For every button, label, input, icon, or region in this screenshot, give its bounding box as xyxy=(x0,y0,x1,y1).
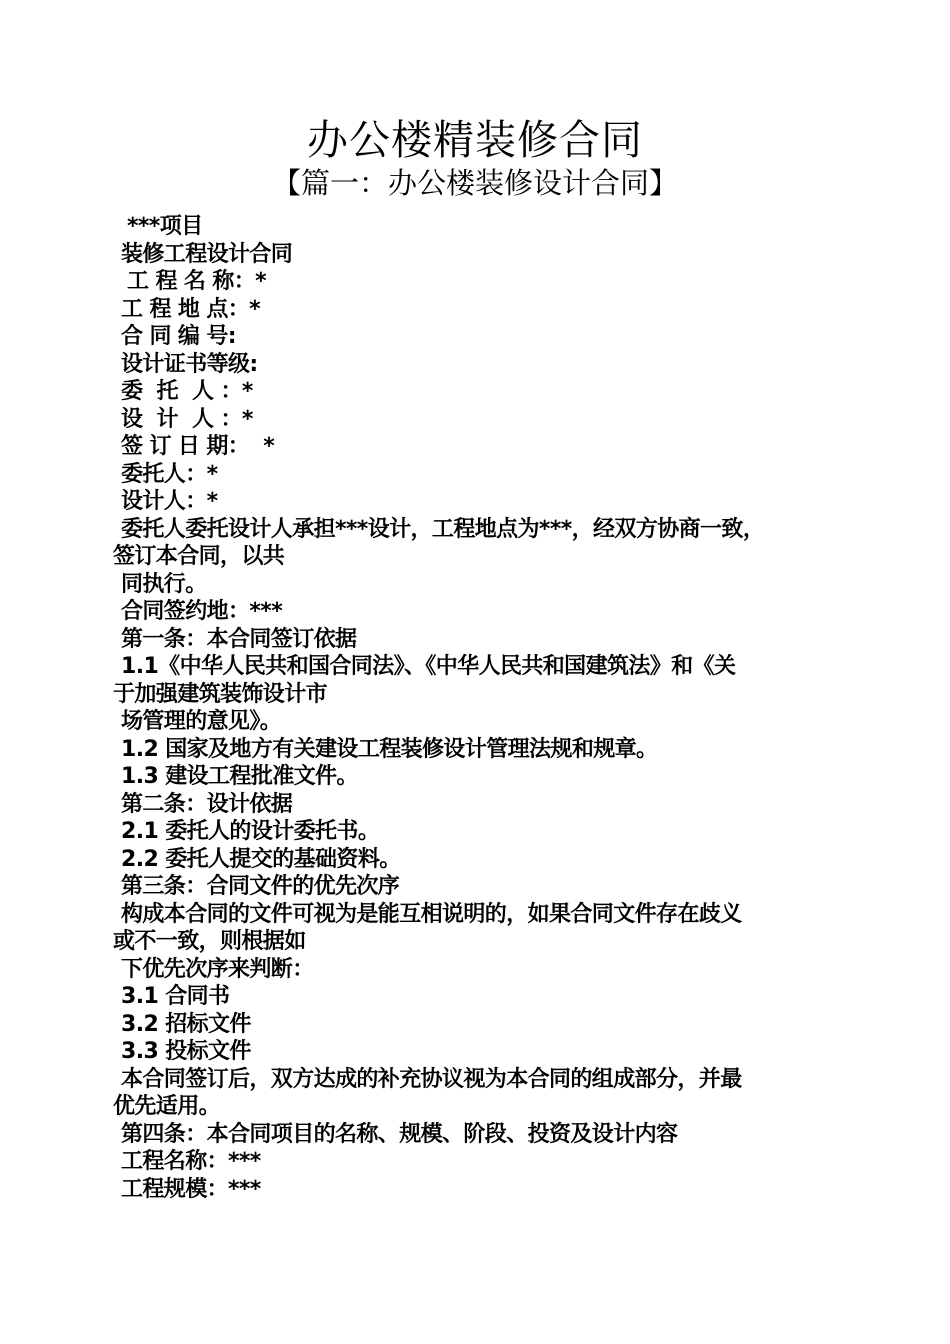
text-line: 于加强建筑装饰设计市 xyxy=(113,681,328,707)
text-line: 场管理的意见》。 xyxy=(121,709,282,734)
text-line: 第二条：设计依据 xyxy=(121,791,293,817)
text-line: 合同签约地：*** xyxy=(121,599,283,624)
text-line: 设计证书等级: xyxy=(121,351,258,377)
text-line: 合 同 编 号: xyxy=(121,324,236,349)
text-line: 3.3 投标文件 xyxy=(121,1039,251,1064)
text-line: 1.3 建设工程批准文件。 xyxy=(121,764,358,789)
text-line: 2.1 委托人的设计委托书。 xyxy=(121,819,380,844)
text-line: 设 计 人 ：* xyxy=(121,406,253,432)
text-line: 设计人：* xyxy=(121,489,218,514)
text-line: 或不一致，则根据如 xyxy=(113,929,306,954)
document-subtitle: 【篇一：办公楼装修设计合同】 xyxy=(271,166,678,200)
text-line: 第一条：本合同签订依据 xyxy=(121,626,357,652)
text-line: 下优先次序来判断： xyxy=(121,956,314,982)
text-line: 委托人委托设计人承担***设计，工程地点为***，经双方协商一致， xyxy=(121,516,765,542)
text-line: 同执行。 xyxy=(121,571,207,597)
document-title: 办公楼精装修合同 xyxy=(307,116,643,164)
text-line: 3.2 招标文件 xyxy=(121,1011,251,1037)
text-line: 优先适用。 xyxy=(113,1094,221,1119)
text-line: 第三条：合同文件的优先次序 xyxy=(121,874,400,899)
text-line: 工 程 地 点：* xyxy=(121,296,261,322)
text-line: 第四条：本合同项目的名称、规模、阶段、投资及设计内容 xyxy=(121,1121,678,1147)
text-line: 工程名称：*** xyxy=(121,1149,261,1174)
text-line: 1.1《中华人民共和国合同法》、《中华人民共和国建筑法》和《关 xyxy=(121,654,736,679)
text-line: 委托人：* xyxy=(121,461,218,487)
text-line: 1.2 国家及地方有关建设工程装修设计管理法规和规章。 xyxy=(121,736,658,762)
text-line: 签 订 日 期： * xyxy=(121,434,275,459)
text-line: 本合同签订后，双方达成的补充协议视为本合同的组成部分，并最 xyxy=(121,1066,742,1092)
text-line: 工 程 名 称：* xyxy=(127,269,267,294)
text-line: 签订本合同，以共 xyxy=(113,544,285,569)
text-line: 3.1 合同书 xyxy=(121,984,230,1009)
contract-body xyxy=(113,213,833,1203)
text-line: 装修工程设计合同 xyxy=(121,241,293,267)
text-line: ***项目 xyxy=(127,214,203,239)
text-line: 工程规模：*** xyxy=(121,1176,261,1202)
text-line: 构成本合同的文件可视为是能互相说明的，如果合同文件存在歧义 xyxy=(121,901,742,927)
text-line: 委 托 人 ：* xyxy=(121,379,253,404)
text-line: 2.2 委托人提交的基础资料。 xyxy=(121,846,401,872)
